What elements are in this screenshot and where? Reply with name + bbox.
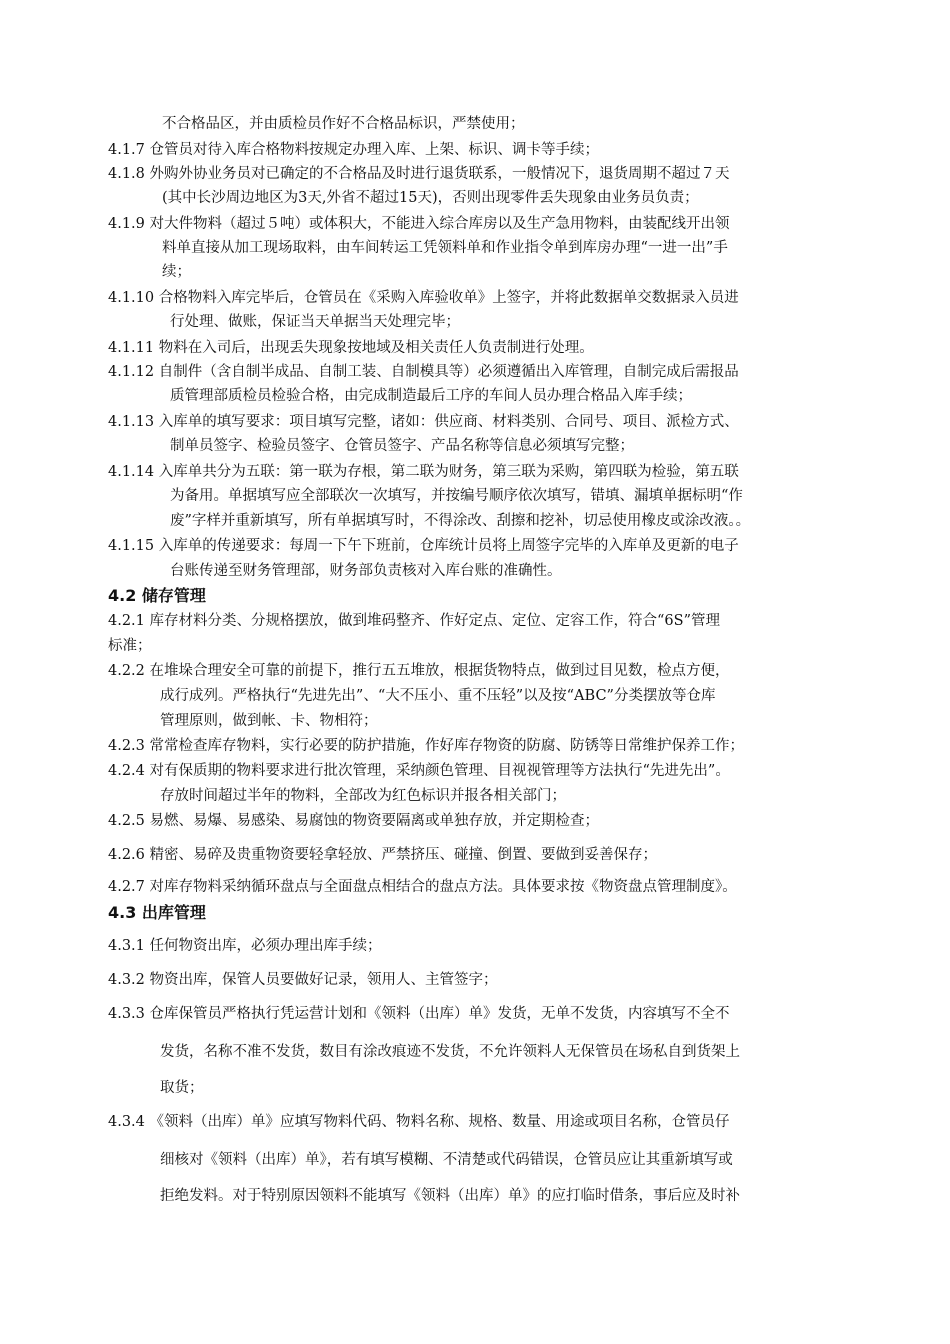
text-line: 4.1.7 仓管员对待入库合格物料按规定办理入库、上架、标识、调卡等手续； <box>108 142 600 158</box>
text-line: 料单直接从加工现场取料，由车间转运工凭领料单和作业指令单到库房办理“一进一出”手 <box>162 240 728 256</box>
text-line: 4.1.9 对大件物料（超过５吨）或体积大，不能进入综合库房以及生产急用物料，由装配线开出领 <box>108 216 730 232</box>
text-line: 废”字样并重新填写，所有单据填写时，不得涂改、刮擦和挖补，切忌使用橡皮或涂改液。。 <box>170 513 751 529</box>
text-line: 4.1.12 自制件（含自制半成品、自制工装、自制模具等）必须遵循出入库管理，自制完成后需报品 <box>108 364 739 380</box>
text-line: 4.1.13 入库单的填写要求：项目填写完整，诸如：供应商、材料类别、合同号、项目、派检方式、 <box>108 414 739 430</box>
text-line: 4.3.4 《领料（出库）单》应填写物料代码、物料名称、规格、数量、用途或项目名称，仓管员仔 <box>108 1114 730 1130</box>
text-line: 管理原则，做到帐、卡、物相符； <box>160 713 378 729</box>
text-line: 4.1.10 合格物料入库完毕后，仓管员在《采购入库验收单》上签字，并将此数据单交数据录入员进 <box>108 290 739 306</box>
section-heading: 4.2 储存管理 <box>108 586 206 605</box>
text-line: 4.3.2 物资出库，保管人员要做好记录，领用人、主管签字； <box>108 972 498 988</box>
text-line: 细核对《领料（出库）单》，若有填写模糊、不清楚或代码错误，仓管员应让其重新填写或 <box>160 1152 733 1168</box>
text-line: 4.2.6 精密、易碎及贵重物资要轻拿轻放、严禁挤压、碰撞、倒置、要做到妥善保存； <box>108 847 658 863</box>
text-line: 制单员签字、检验员签字、仓管员签字、产品名称等信息必须填写完整； <box>170 438 634 454</box>
text-line: 取货； <box>160 1080 204 1096</box>
text-line: 4.2.1 库存材料分类、分规格摆放，做到堆码整齐、作好定点、定位、定容工作，符合“6S”管理 <box>108 613 720 629</box>
text-line: 4.2.2 在堆垛合理安全可靠的前提下，推行五五堆放，根据货物特点，做到过目见数，检点方便， <box>108 663 730 679</box>
text-line: 质管理部质检员检验合格，由完成制造最后工序的车间人员办理合格品入库手续； <box>170 388 692 404</box>
text-line: 台账传递至财务管理部，财务部负责核对入库台账的准确性。 <box>170 563 562 579</box>
section-heading: 4.3 出库管理 <box>108 903 206 922</box>
text-line: 不合格品区，并由质检员作好不合格品标识，严禁使用； <box>162 116 525 132</box>
text-line: 4.1.8 外购外协业务员对已确定的不合格品及时进行退货联系，一般情况下，退货周期不超过７天 <box>108 166 730 182</box>
text-line: 4.2.7 对库存物料采纳循环盘点与全面盘点相结合的盘点方法。具体要求按《物资盘点管理制度》。 <box>108 879 737 895</box>
text-line: 存放时间超过半年的物料，全部改为红色标识并报各相关部门； <box>160 788 566 804</box>
text-line: 4.3.3 仓库保管员严格执行凭运营计划和《领料（出库）单》发货，无单不发货，内容填写不全不 <box>108 1006 730 1022</box>
text-line: 4.2.4 对有保质期的物料要求进行批次管理，采纳颜色管理、目视视管理等方法执行“先进先出”。 <box>108 763 730 779</box>
text-line: 为备用。单据填写应全部联次一次填写，并按编号顺序依次填写，错填、漏填单据标明“作 <box>170 488 743 504</box>
text-line: 发货，名称不准不发货，数目有涂改痕迹不发货，不允许领料人无保管员在场私自到货架上 <box>160 1044 740 1060</box>
text-line: 4.2.3 常常检查库存物料，实行必要的防护措施，作好库存物资的防腐、防锈等日常维护保养工作； <box>108 738 744 754</box>
text-line: 4.1.11 物料在入司后，出现丢失现象按地域及相关责任人负责制进行处理。 <box>108 340 594 356</box>
text-line: 拒绝发料。对于特别原因领料不能填写《领料（出库）单》的应打临时借条，事后应及时补 <box>160 1188 740 1204</box>
text-line: 成行成列。严格执行“先进先出”、“大不压小、重不压轻”以及按“ABC”分类摆放等仓库 <box>160 688 716 704</box>
text-line: 标准； <box>108 638 152 654</box>
text-line: 4.1.14 入库单共分为五联：第一联为存根，第二联为财务，第三联为采购，第四联为检验，第五联 <box>108 464 739 480</box>
text-line: 4.1.15 入库单的传递要求：每周一下午下班前，仓库统计员将上周签字完毕的入库单及更新的电子 <box>108 538 739 554</box>
text-line: 行处理、做账，保证当天单据当天处理完毕； <box>170 314 460 330</box>
text-line: 4.2.5 易燃、易爆、易感染、易腐蚀的物资要隔离或单独存放，并定期检查； <box>108 813 600 829</box>
text-line: (其中长沙周边地区为3天,外省不超过15天)，否则出现零件丢失现象由业务员负责； <box>162 190 699 206</box>
text-line: 续； <box>162 264 191 280</box>
text-line: 4.3.1 任何物资出库，必须办理出库手续； <box>108 938 382 954</box>
